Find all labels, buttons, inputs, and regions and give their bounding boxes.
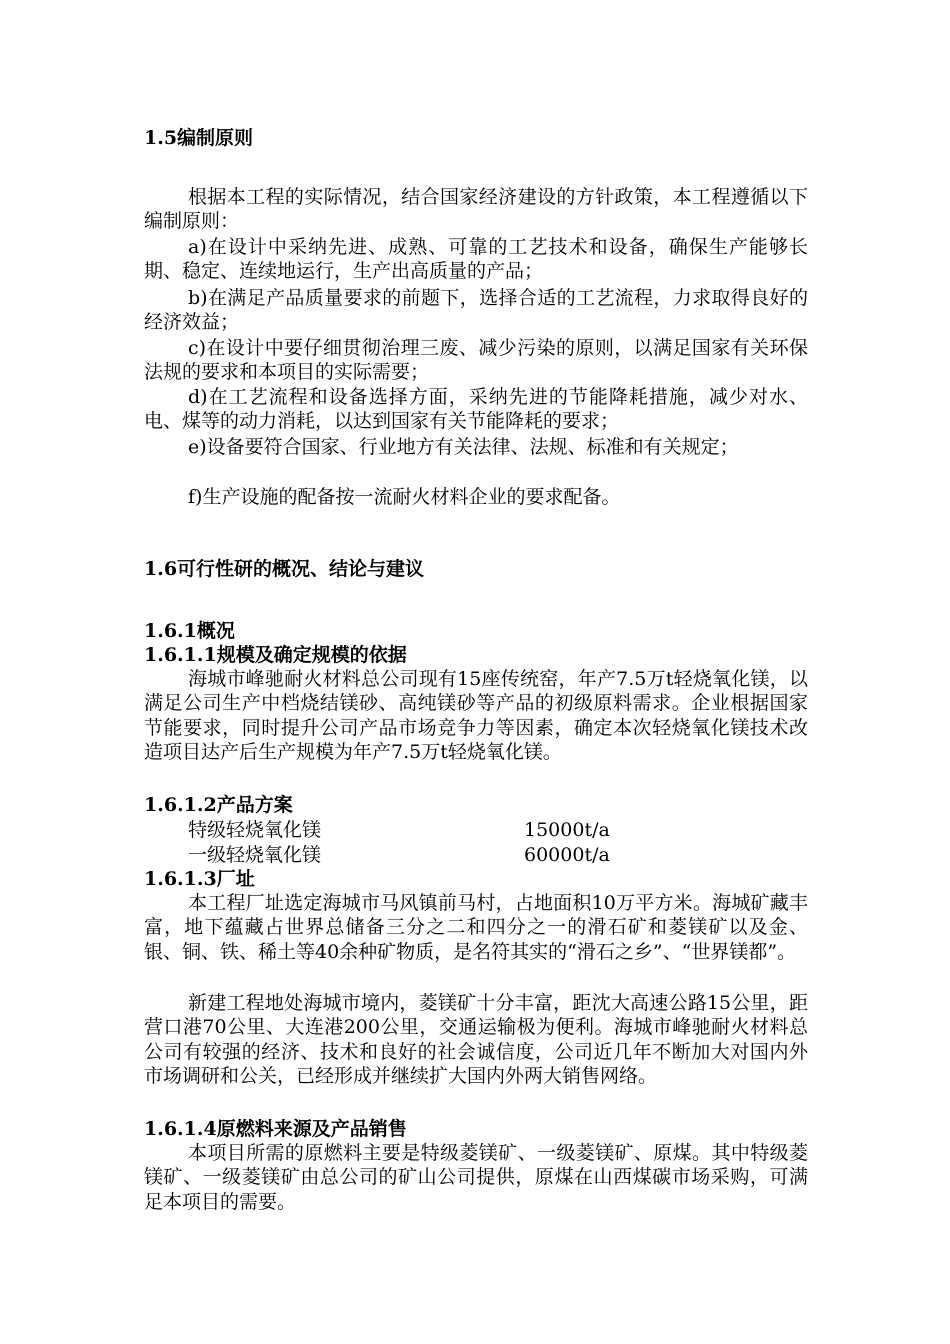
paragraph-materials: 本项目所需的原燃料主要是特级菱镁矿、一级菱镁矿、原煤。其中特级菱镁矿、一级菱镁矿由总公司的矿山公司提供，原煤在山西煤碳市场采购，可满足本项目的需要。 xyxy=(144,1142,808,1213)
product-row xyxy=(188,843,610,867)
section-heading-1-6-1-2: 1.6.1.2产品方案 xyxy=(144,794,293,816)
section-heading-1-6-1-3: 1.6.1.3厂址 xyxy=(144,868,255,890)
product-name: 一级轻烧氧化镁 xyxy=(188,844,322,866)
product-quantity: 15000t/a xyxy=(524,819,610,841)
principle-f: f)生产设施的配备按一流耐火材料企业的要求配备。 xyxy=(188,486,621,508)
section-heading-1-6: 1.6可行性研的概况、结论与建议 xyxy=(144,558,425,580)
principle-b: b)在满足产品质量要求的前题下，选择合适的工艺流程，力求取得良好的经济效益； xyxy=(144,287,808,334)
principle-e: e)设备要符合国家、行业地方有关法律、法规、标准和有关规定； xyxy=(188,436,739,458)
paragraph-scale: 海城市峰驰耐火材料总公司现有15座传统窑，年产7.5万t轻烧氧化镁，以满足公司生产中档烧结镁砂、高纯镁砂等产品的初级原料需求。企业根据国家节能要求，同时提升公司产品市场竞争力等因素，确定本次轻烧氧化镁技术改造项目达产后生产规模为年产7.5万t轻烧氧化镁。 xyxy=(144,668,808,764)
principle-a: a)在设计中采纳先进、成熟、可靠的工艺技术和设备，确保生产能够长期、稳定、连续地运行，生产出高质量的产品； xyxy=(144,236,808,283)
product-quantity: 60000t/a xyxy=(524,844,610,866)
section-heading-1-6-1-1: 1.6.1.1规模及确定规模的依据 xyxy=(144,644,407,666)
section-heading-1-5: 1.5编制原则 xyxy=(144,127,254,149)
product-row xyxy=(188,818,610,842)
paragraph-site-1: 本工程厂址选定海城市马风镇前马村，占地面积10万平方米。海城矿藏丰富，地下蕴藏占世界总储备三分之二和四分之一的滑石矿和菱镁矿以及金、银、铜、铁、稀土等40余种矿物质，是名符其实的“滑石之乡”、“世界镁都”。 xyxy=(144,892,808,963)
section-heading-1-6-1-4: 1.6.1.4原燃料来源及产品销售 xyxy=(144,1118,407,1140)
section-heading-1-6-1: 1.6.1概况 xyxy=(144,620,235,642)
product-name: 特级轻烧氧化镁 xyxy=(188,819,322,841)
paragraph-site-2: 新建工程地处海城市境内，菱镁矿十分丰富，距沈大高速公路15公里，距营口港70公里、大连港200公里，交通运输极为便利。海城市峰驰耐火材料总公司有较强的经济、技术和良好的社会诚信度，公司近几年不断加大对国内外市场调研和公关，已经形成并继续扩大国内外两大销售网络。 xyxy=(144,992,808,1088)
principle-c: c)在设计中要仔细贯彻治理三废、减少污染的原则，以满足国家有关环保法规的要求和本项目的实际需要； xyxy=(144,337,808,384)
paragraph-intro: 根据本工程的实际情况，结合国家经济建设的方针政策，本工程遵循以下编制原则： xyxy=(144,186,808,233)
principle-d: d)在工艺流程和设备选择方面，采纳先进的节能降耗措施，减少对水、电、煤等的动力消耗，以达到国家有关节能降耗的要求； xyxy=(144,386,808,433)
